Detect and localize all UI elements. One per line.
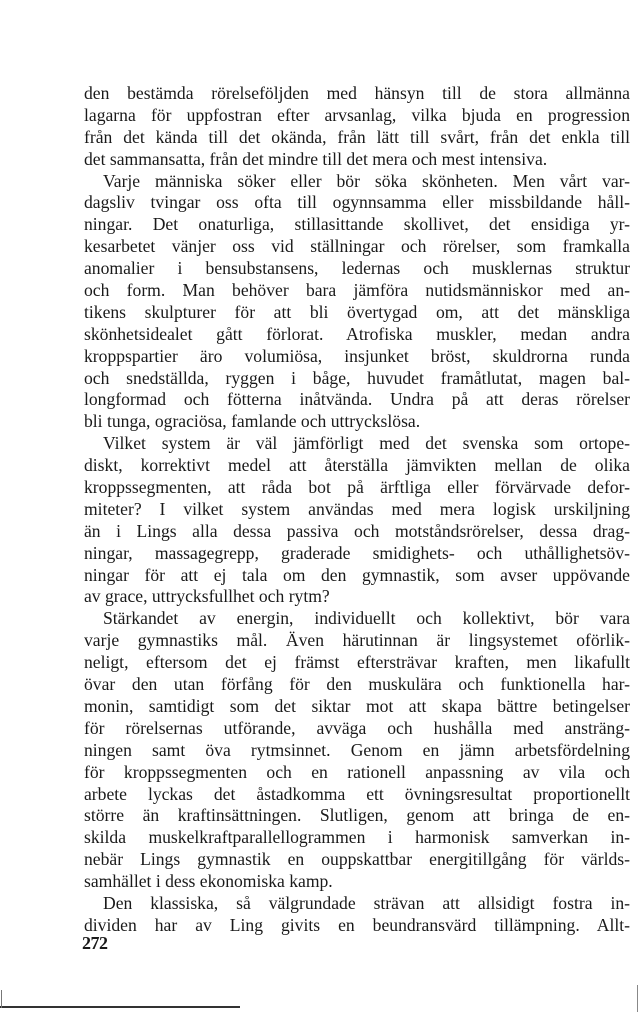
text-line: för kroppssegmenten och en rationell anpassning av vila och	[84, 761, 630, 782]
text-line: kroppspartier äro volumiösa, insjunket bröst, skuldrorna runda	[84, 345, 630, 366]
text-line: från det kända till det okända, från lätt till svårt, från det enkla till	[84, 126, 630, 147]
paragraph	[84, 433, 630, 608]
body-text	[84, 83, 630, 937]
scan-edge-mark-right	[637, 985, 638, 1012]
text-line: Stärkandet av energin, individuellt och kollektivt, bör vara	[103, 608, 630, 629]
text-line: kroppssegmenten, att råda bot på ärftliga eller förvärvade defor-	[84, 477, 630, 498]
text-line: ningar. Det onaturliga, stillasittande skollivet, det ensidiga yr-	[84, 214, 630, 235]
text-line: tikens skulpturer för att bli övertygad om, att det mänskliga	[84, 301, 630, 322]
text-line: bli tunga, ograciösa, famlande och uttryckslösa.	[84, 411, 421, 432]
text-line: kesarbetet vänjer oss vid ställningar och rörelser, som framkalla	[84, 236, 630, 257]
paragraph	[84, 608, 630, 893]
text-line: Varje människa söker eller bör söka skönheten. Men vårt var-	[103, 170, 630, 191]
text-line: samhället i dess ekonomiska kamp.	[84, 871, 333, 892]
text-line: longformad och fötterna inåtvända. Undra på att deras rörelser	[84, 389, 630, 410]
text-line: ningen samt öva rytmsinnet. Genom en jämn arbetsfördelning	[84, 739, 630, 760]
text-line: skönhetsidealet gått förlorat. Atrofiska muskler, medan andra	[84, 323, 630, 344]
text-line: skilda muskelkraftparallellogrammen i harmonisk samverkan in-	[84, 827, 630, 848]
text-line: miteter? I vilket system användas med mera logisk urskiljning	[84, 498, 630, 519]
text-line: det sammansatta, från det mindre till det mera och mest intensiva.	[84, 148, 548, 169]
text-line: diskt, korrektivt medel att återställa jämvikten mellan de olika	[84, 455, 630, 476]
text-line: och snedställda, ryggen i båge, huvudet framåtlutat, magen bal-	[84, 367, 630, 388]
text-line: arbete lyckas det åstadkomma ett övningsresultat proportionellt	[84, 783, 630, 804]
text-line: ningar för att ej tala om den gymnastik, som avser uppövande	[84, 564, 630, 585]
text-line: övar den utan förfång för den muskulära och funktionella har-	[84, 674, 630, 695]
paragraph	[84, 83, 630, 171]
paragraph	[84, 171, 630, 434]
text-line: varje gymnastiks mål. Även härutinnan är lingsystemet oförlik-	[84, 630, 630, 651]
text-line: nebär Lings gymnastik en ouppskattbar energitillgång för världs-	[84, 849, 630, 870]
text-line: dividen har av Ling givits en beundransvärd tillämpning. Allt-	[84, 914, 630, 935]
text-line: och form. Man behöver bara jämföra nutidsmänniskor med an-	[84, 280, 630, 301]
text-line: lagarna för uppfostran efter arvsanlag, vilka bjuda en progression	[84, 104, 630, 125]
text-line: ningar, massagegrepp, graderade smidighets- och uthållighetsöv-	[84, 542, 630, 563]
text-line: än i Lings alla dessa passiva och motståndsrörelser, dessa drag-	[84, 520, 630, 541]
text-line: den bestämda rörelseföljden med hänsyn till de stora allmänna	[84, 83, 630, 103]
text-line: monin, samtidigt som det siktar mot att skapa bättre betingelser	[84, 695, 630, 716]
text-line: neligt, eftersom det ej främst eftersträvar kraften, men likafullt	[84, 652, 630, 673]
page-number: 272	[82, 933, 108, 953]
paragraph	[84, 893, 630, 937]
scan-edge-mark-left	[1, 990, 2, 1008]
text-line: större än kraftinsättningen. Slutligen, genom att bringa de en-	[84, 805, 630, 826]
text-line: anomalier i bensubstansens, ledernas och musklernas struktur	[84, 258, 630, 279]
text-line: dagsliv tvingar oss ofta till ogynnsamma eller missbildande håll-	[84, 192, 630, 213]
text-line: för rörelsernas utförande, avväga och hushålla med ansträng-	[84, 717, 630, 738]
text-line: Den klassiska, så välgrundade strävan att allsidigt fostra in-	[103, 892, 630, 913]
text-line: av grace, uttrycksfullhet och rytm?	[84, 586, 330, 607]
text-line: Vilket system är väl jämförligt med det svenska som ortope-	[103, 433, 630, 454]
scan-edge-line	[0, 1006, 240, 1008]
